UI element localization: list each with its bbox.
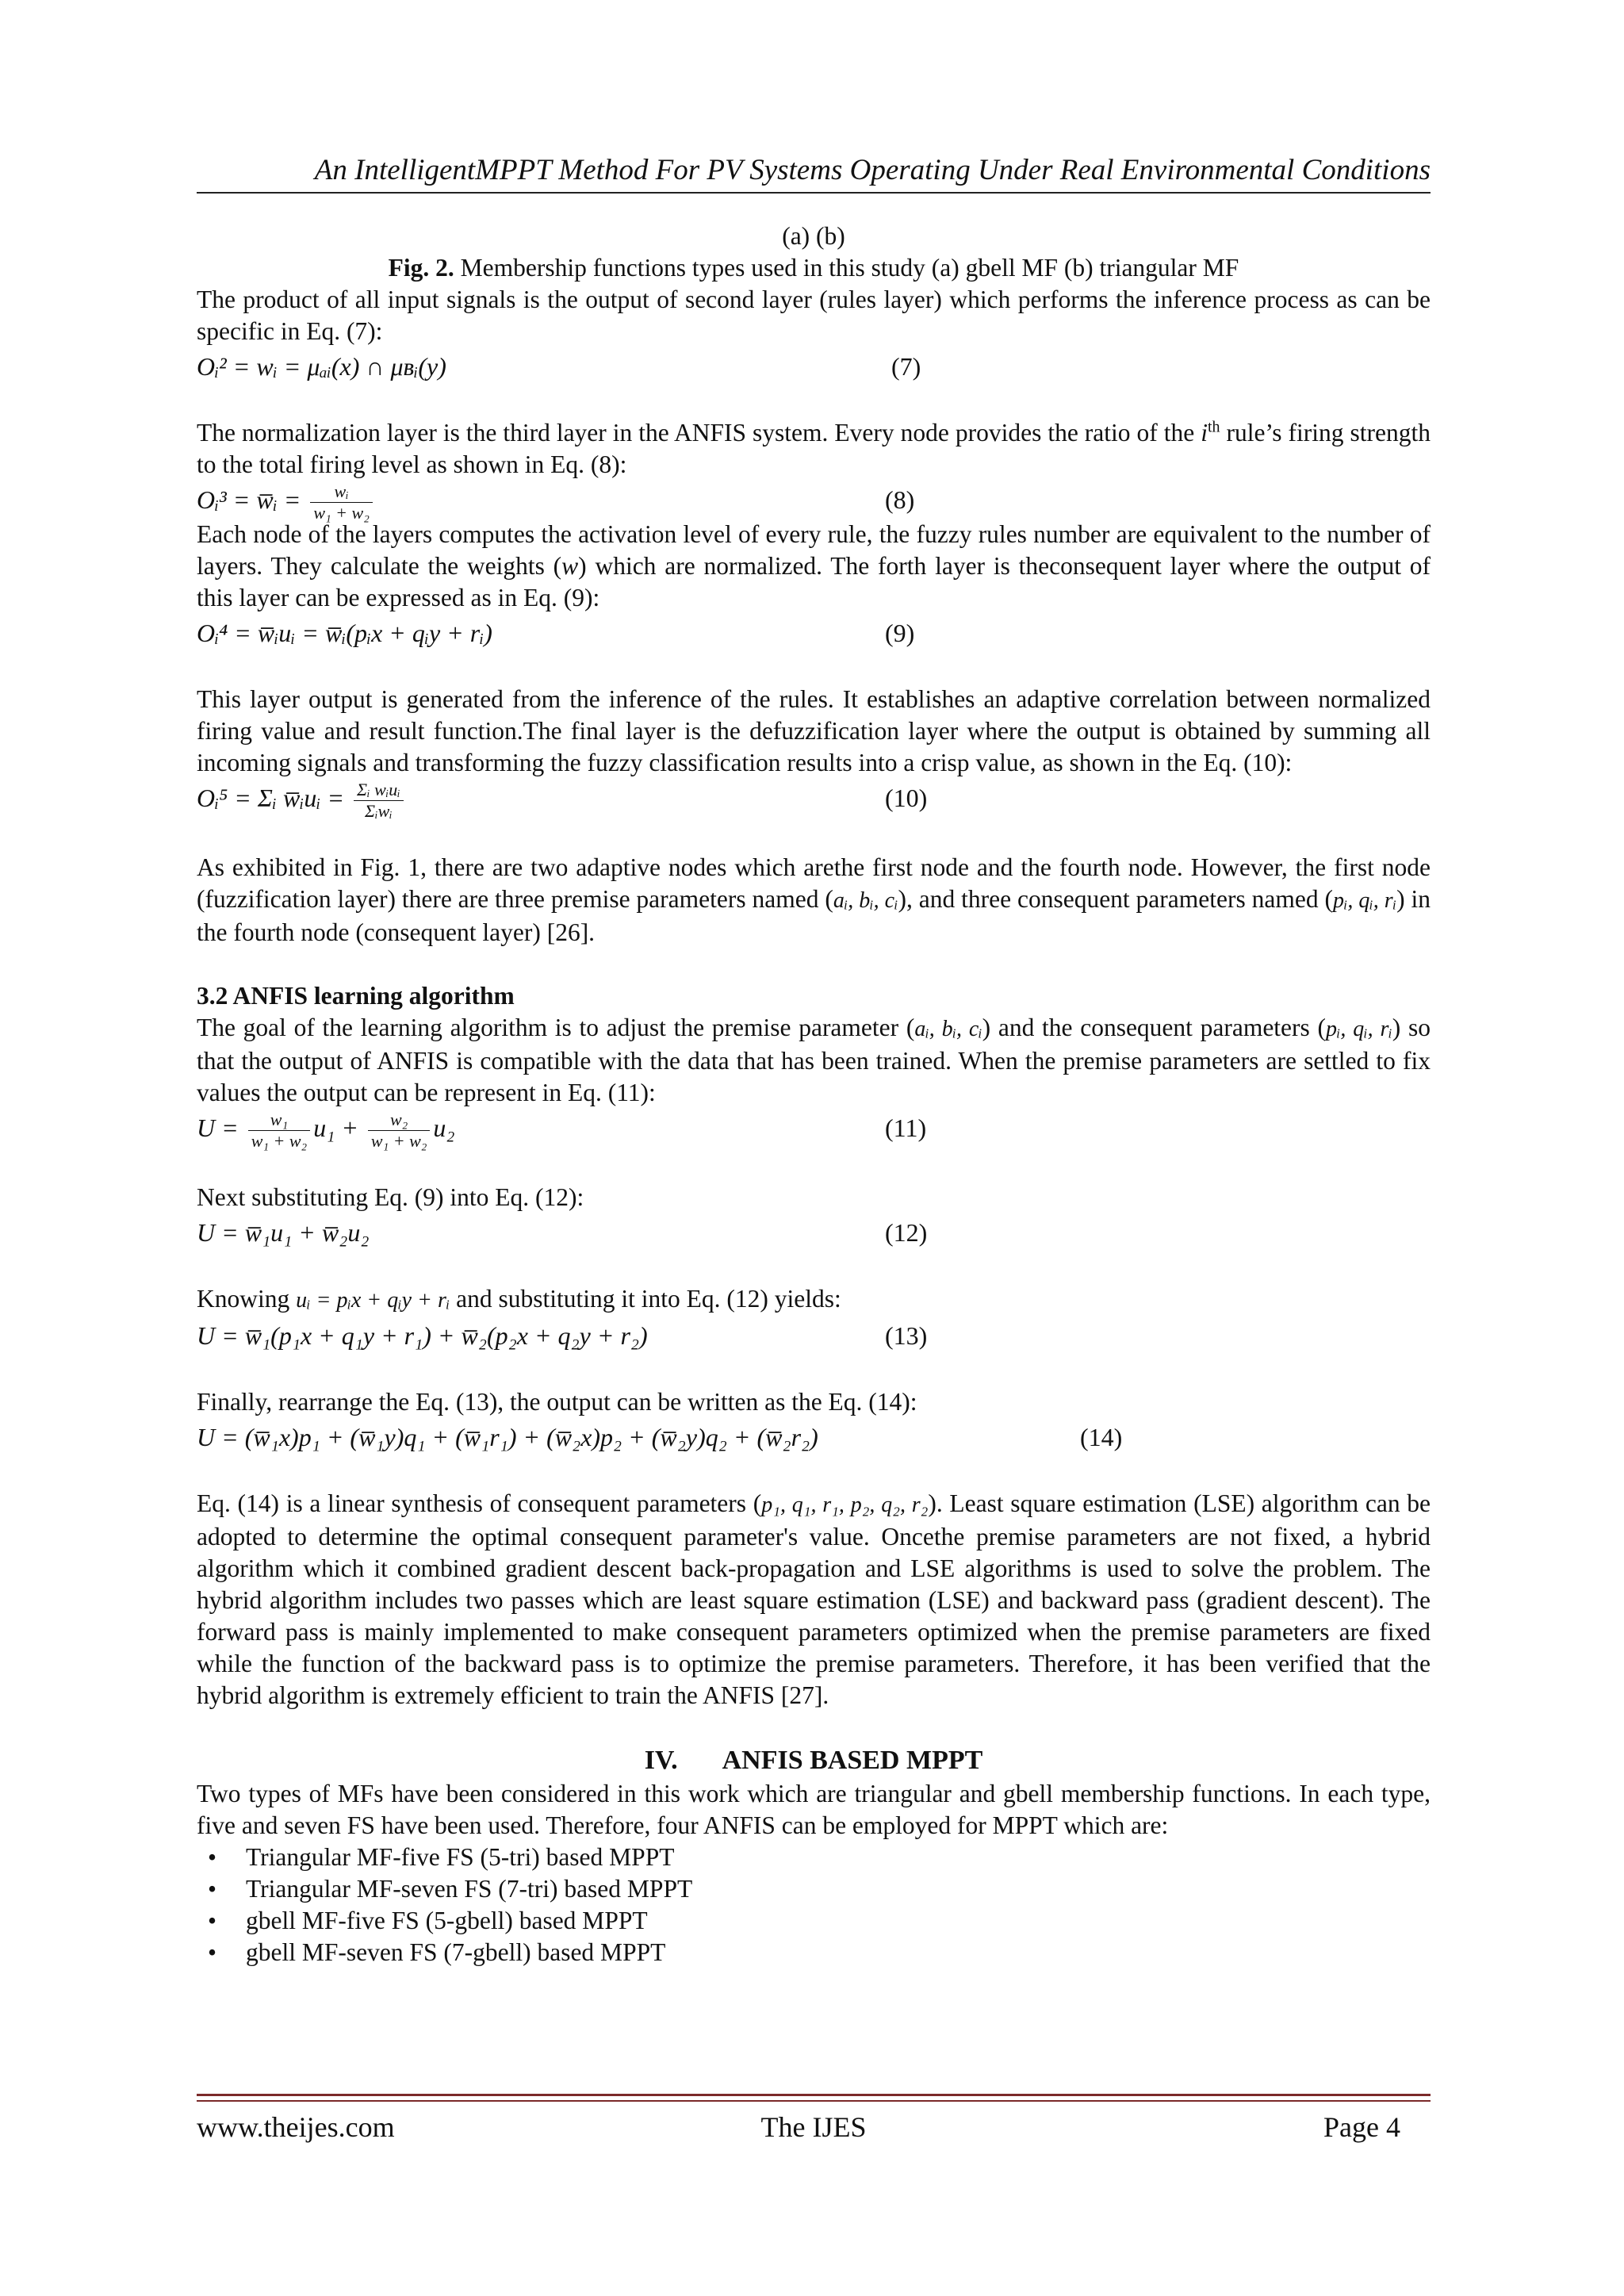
equation-8-number: (8)	[885, 485, 915, 514]
equation-13-expr: U = w̅₁(p₁x + q₁y + r₁) + w̅₂(p₂x + q₂y + r₂)	[197, 1321, 648, 1350]
equation-11-number: (11)	[885, 1114, 927, 1142]
paragraph-1: The product of all input signals is the output of second layer (rules layer) which performs the inference process as can be specific in Eq. (7):	[197, 286, 1431, 345]
equation-13-number: (13)	[885, 1321, 928, 1350]
paragraph-3: Each node of the layers computes the activation level of every rule, the fuzzy rules number are equivalent to the number of layers. They calculate the weights (w) which are normalized. The forth layer is theconsequent layer where the output of this layer can be expressed as in Eq. (9):	[197, 520, 1431, 611]
equation-10-expr: Oᵢ⁵ = Σᵢ w̅ᵢuᵢ = $\frac{\text{Σᵢ wᵢuᵢ}}{\text{Σᵢwᵢ}}$	[197, 779, 407, 822]
footer-website: www.theijes.com	[197, 2111, 395, 2143]
equation-14-number: (14)	[1080, 1423, 1123, 1451]
figure-subfig-labels: (a) (b)	[782, 222, 845, 250]
equation-8	[197, 481, 1431, 523]
paragraph-4: This layer output is generated from the inference of the rules. It establishes an adaptive correlation between normalized firing value and result function.The final layer is the defuzzification layer where the output is obtained by summing all incoming signals and transforming the fuzzy classification results into a crisp value, as shown in the Eq. (10):	[197, 685, 1431, 776]
body-text	[197, 220, 1431, 1968]
section-heading	[197, 1743, 1431, 1778]
equation-12-number: (12)	[885, 1218, 928, 1247]
header-rule	[197, 192, 1431, 194]
paragraph-11: Two types of MFs have been considered in this work which are triangular and gbell membership functions. In each type, five and seven FS have been used. Therefore, four ANFIS can be employed for MPPT which are:	[197, 1780, 1431, 1839]
footer-rule-bottom	[197, 2100, 1431, 2102]
equation-9-number: (9)	[885, 619, 915, 647]
footer-page-number: Page 4	[1323, 2111, 1400, 2143]
equation-8-expr: Oᵢ³ = w̅ᵢ = $\frac{\text{wᵢ}}{\text{w₁ + w₂}}$	[197, 481, 376, 523]
paragraph-7: Next substituting Eq. (9) into Eq. (12):	[197, 1183, 584, 1211]
footer-journal: The IJES	[760, 2111, 867, 2143]
paragraph-8: Knowing uᵢ = pᵢx + qᵢy + rᵢ and substituting it into Eq. (12) yields:	[197, 1285, 841, 1313]
equation-11	[197, 1109, 1431, 1166]
consequent-params-all: p₁, q₁, r₁, p₂, q₂, r₂	[761, 1493, 929, 1517]
figure-caption-text: Membership functions types used in this study (a) gbell MF (b) triangular MF	[454, 254, 1239, 282]
equation-10	[197, 779, 1431, 836]
paragraph-2: The normalization layer is the third layer in the ANFIS system. Every node provides the ratio of the $i^{th}$ rule’s firing strength to the total firing level as shown in Eq. (8):	[197, 418, 1431, 478]
section-number: IV.	[644, 1746, 678, 1775]
equation-9	[197, 614, 1431, 652]
equation-9-expr: Oᵢ⁴ = w̅ᵢuᵢ = w̅ᵢ(pᵢx + qᵢy + rᵢ)	[197, 619, 492, 647]
equation-7-number: (7)	[891, 352, 921, 381]
section-title: ANFIS BASED MPPT	[722, 1746, 983, 1775]
equation-13	[197, 1317, 1431, 1355]
list-item: • Triangular MF-seven FS (7-tri) based MPPT	[208, 1875, 693, 1903]
running-head: An IntelligentMPPT Method For PV Systems Operating Under Real Environmental Conditions	[314, 154, 1431, 186]
subsection-heading: 3.2 ANFIS learning algorithm	[197, 982, 515, 1010]
figure-caption-label: Fig. 2.	[388, 254, 454, 282]
equation-10-number: (10)	[885, 784, 928, 812]
equation-12-expr: U = w̅₁u₁ + w̅₂u₂	[197, 1218, 370, 1247]
list-item: • Triangular MF-five FS (5-tri) based MPPT	[208, 1843, 675, 1871]
equation-12	[197, 1213, 1431, 1251]
premise-params: aᵢ, bᵢ, cᵢ	[833, 888, 898, 913]
paragraph-10: Eq. (14) is a linear synthesis of consequent parameters (p₁, q₁, r₁, p₂, q₂, r₂). Least square estimation (LSE) algorithm can be adopted to determine the optimal consequent parameter's value. Oncethe premise parameters are not fixed, a hybrid algorithm which it combined gradient descent back-propagation and LSE algorithms is used to solve the problem. The hybrid algorithm includes two passes which are least square estimation (LSE) and backward pass (gradient descent). The forward pass is mainly implemented to make consequent parameters optimized when the premise parameters are fixed while the function of the backward pass is to optimize the premise parameters. Therefore, it has been verified that the hybrid algorithm is extremely efficient to train the ANFIS [27].	[197, 1489, 1431, 1709]
equation-7	[197, 347, 1431, 385]
consequent-params: pᵢ, qᵢ, rᵢ	[1332, 888, 1397, 913]
ui-definition: uᵢ = pᵢx + qᵢy + rᵢ	[296, 1288, 450, 1313]
equation-14-expr: U = (w̅₁x)p₁ + (w̅₁y)q₁ + (w̅₁r₁) + (w̅₂x)p₂ + (w̅₂y)q₂ + (w̅₂r₂)	[197, 1423, 818, 1451]
mppt-list	[197, 1842, 1431, 1968]
equation-14	[197, 1418, 1431, 1456]
paragraph-5: As exhibited in Fig. 1, there are two adaptive nodes which arethe first node and the fourth node. However, the first node (fuzzification layer) there are three premise parameters named (aᵢ, bᵢ, cᵢ), and three consequent parameters named (pᵢ, qᵢ, rᵢ) in the fourth node (consequent layer) [26].	[197, 853, 1431, 946]
paragraph-6: The goal of the learning algorithm is to adjust the premise parameter (aᵢ, bᵢ, cᵢ) and the consequent parameters (pᵢ, qᵢ, rᵢ) so that the output of ANFIS is compatible with the data that has been trained. When the premise parameters are settled to fix values the output can be represent in Eq. (11):	[197, 1014, 1431, 1106]
figure-caption	[197, 252, 1431, 284]
equation-11-expr: U = $\frac{\text{w₁}}{\text{w₁ + w₂}}$ u₁ + $\frac{\text{w₂}}{\text{w₁ + w₂}}$ u₂	[197, 1110, 455, 1152]
equation-7-expr: Oᵢ² = wᵢ = μₐᵢ(x) ∩ μʙᵢ(y)	[197, 352, 446, 381]
list-item: • gbell MF-seven FS (7-gbell) based MPPT	[208, 1938, 666, 1966]
list-item: • gbell MF-five FS (5-gbell) based MPPT	[208, 1907, 648, 1934]
footer-rule-top	[197, 2094, 1431, 2096]
paragraph-9: Finally, rearrange the Eq. (13), the output can be written as the Eq. (14):	[197, 1388, 917, 1416]
